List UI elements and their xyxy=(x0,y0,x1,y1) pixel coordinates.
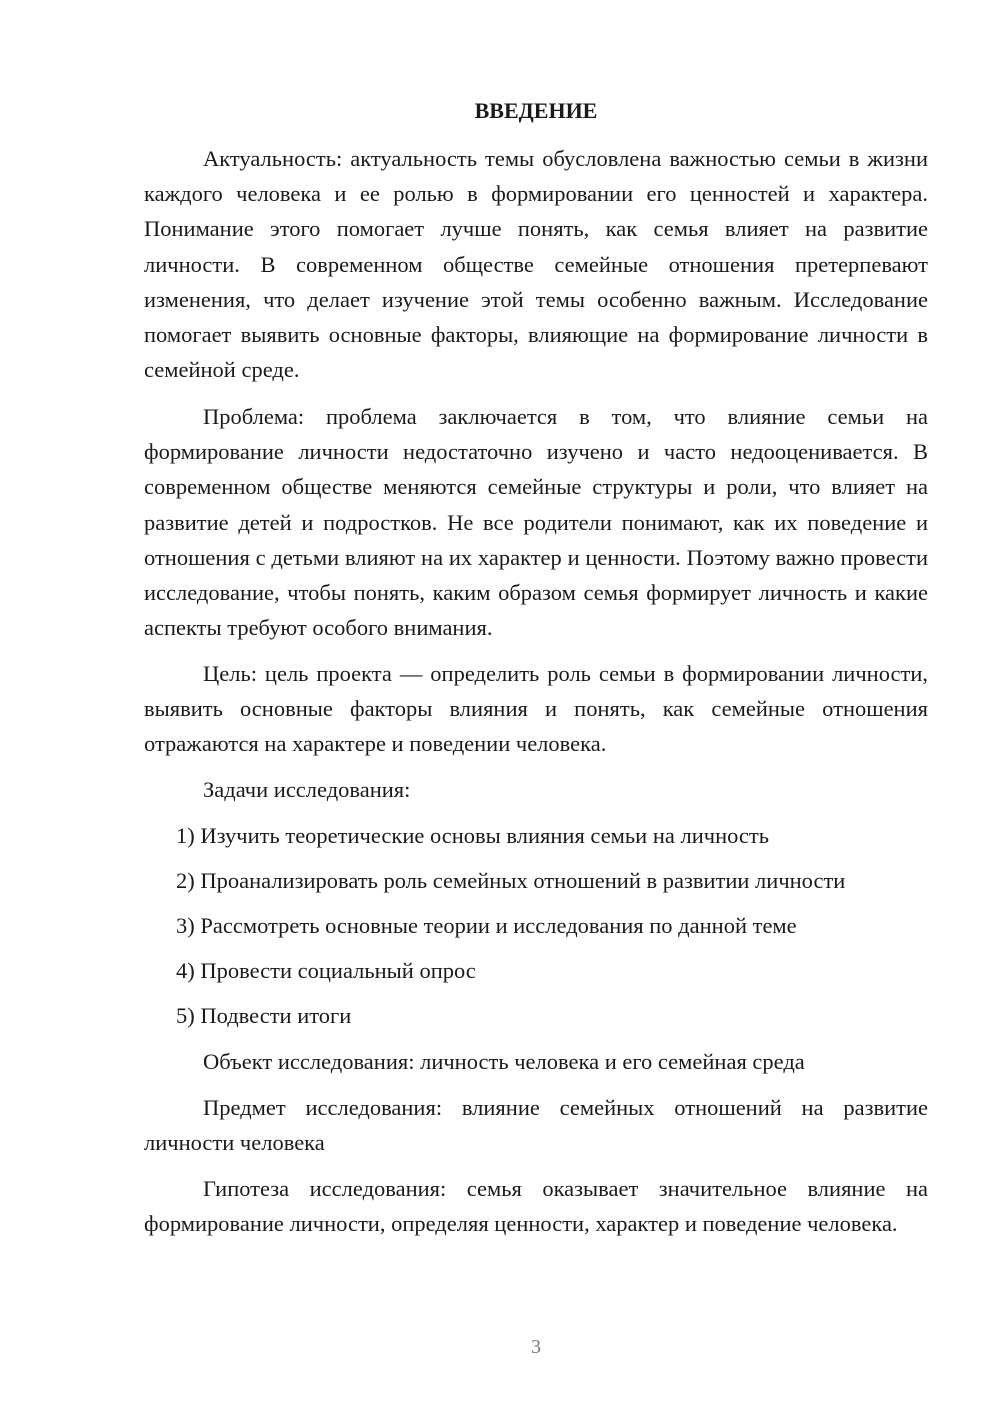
task-item-5: 5) Подвести итоги xyxy=(176,1003,352,1028)
goal-paragraph: Цель: цель проекта — определить роль семьи в формировании личности, выявить основные факторы влияния и понять, как семейные отношения отражаются на характере и поведении человека. xyxy=(144,661,928,757)
page-title: ВВЕДЕНИЕ xyxy=(474,98,598,123)
subject-paragraph: Предмет исследования: влияние семейных отношений на развитие личности человека xyxy=(144,1095,928,1156)
task-item-2: 2) Проанализировать роль семейных отношений в развитии личности xyxy=(176,868,846,893)
relevance-paragraph: Актуальность: актуальность темы обусловлена важностью семьи в жизни каждого человека и ее ролью в формировании его ценностей и характера. Понимание этого помогает лучше понять, как семья влияет на развитие личности. В современном обществе семейные отношения претерпевают изменения, что делает изучение этой темы особенно важным. Исследование помогает выявить основные факторы, влияющие на формирование личности в семейной среде. xyxy=(144,146,928,383)
tasks-heading: Задачи исследования: xyxy=(203,777,411,802)
object-paragraph: Объект исследования: личность человека и его семейная среда xyxy=(203,1049,805,1074)
problem-paragraph: Проблема: проблема заключается в том, что влияние семьи на формирование личности недостаточно изучено и часто недооценивается. В современном обществе меняются семейные структуры и роли, что влияет на развитие детей и подростков. Не все родители понимают, как их поведение и отношения с детьми влияют на их характер и ценности. Поэтому важно провести исследование, чтобы понять, каким образом семья формирует личность и какие аспекты требуют особого внимания. xyxy=(144,404,928,641)
hypothesis-paragraph: Гипотеза исследования: семья оказывает значительное влияние на формирование личности, определяя ценности, характер и поведение человека. xyxy=(144,1176,928,1237)
page-number: 3 xyxy=(531,1336,541,1358)
task-item-3: 3) Рассмотреть основные теории и исследования по данной теме xyxy=(176,913,797,938)
task-item-1: 1) Изучить теоретические основы влияния семьи на личность xyxy=(176,823,770,848)
task-item-4: 4) Провести социальный опрос xyxy=(176,958,476,983)
